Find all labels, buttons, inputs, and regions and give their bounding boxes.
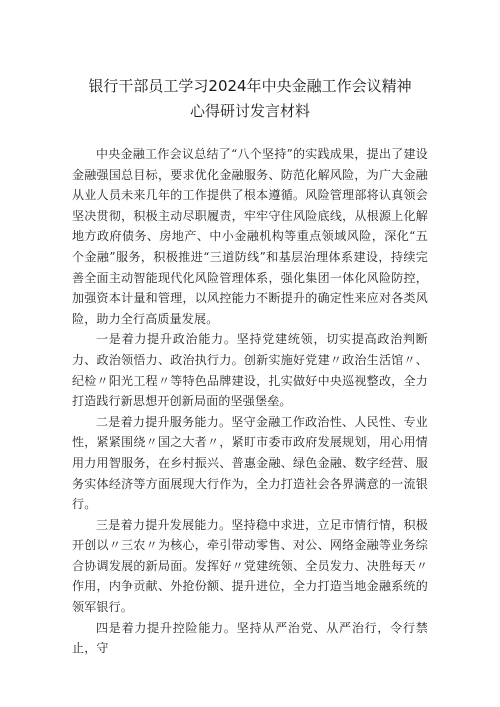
document-body bbox=[72, 144, 428, 659]
document-title: 银行干部员工学习2024年中央金融工作会议精神心得研讨发言材料 bbox=[88, 77, 412, 120]
paragraph-development-ability: 三是着力提升发展能力。坚持稳中求进，立足市情行情，积极开创以〃三农〃为核心，牵引带动零售、对公、网络金融等业务综合协调发展的新局面。发挥好〃党建统领、全员发力、决胜每天〃作用，内争贡献、外抢份额、提升进位，全力打造当地金融系统的领军银行。 bbox=[72, 517, 428, 615]
paragraph-political-ability: 一是着力提升政治能力。坚持党建统领，切实提高政治判断力、政治领悟力、政治执行力。创新实施好党建〃政治生活馆〃、纪检〃阳光工程〃等特色品牌建设，扎实做好中央巡视整改，全力打造践行新思想开创新局面的坚强堡垒。 bbox=[72, 332, 428, 409]
paragraph-risk-control-ability: 四是着力提升控险能力。坚持从严治党、从严治行，令行禁止，守 bbox=[72, 620, 428, 656]
paragraph-intro: 中央金融工作会议总结了“八个坚持”的实践成果，提出了建设金融强国总目标，要求优化金融服务、防范化解风险，为广大金融从业人员未来几年的工作提供了根本遵循。风险管理部将认真领会坚决贯彻，积极主动尽职履责，牢牢守住风险底线，从根源上化解地方政府债务、房地产、中小金融机构等重点领域风险，深化“五个金融”服务，积极推进“三道防线”和基层治理体系建设，持续完善全面主动智能现代化风险管理体系，强化集团一体化风险防控，加强资本计量和管理，以风控能力不断提升的确定性来应对各类风险，助力全行高质量发展。 bbox=[72, 147, 428, 326]
paragraph-service-ability: 二是着力提升服务能力。坚守金融工作政治性、人民性、专业性，紧紧围绕〃国之大者〃，紧盯市委市政府发展规划，用心用情用力用智服务，在乡村振兴、普惠金融、绿色金融、数字经营、服务实体经济等方面展现大行作为，全力打造社会各界满意的一流银行。 bbox=[72, 414, 428, 512]
